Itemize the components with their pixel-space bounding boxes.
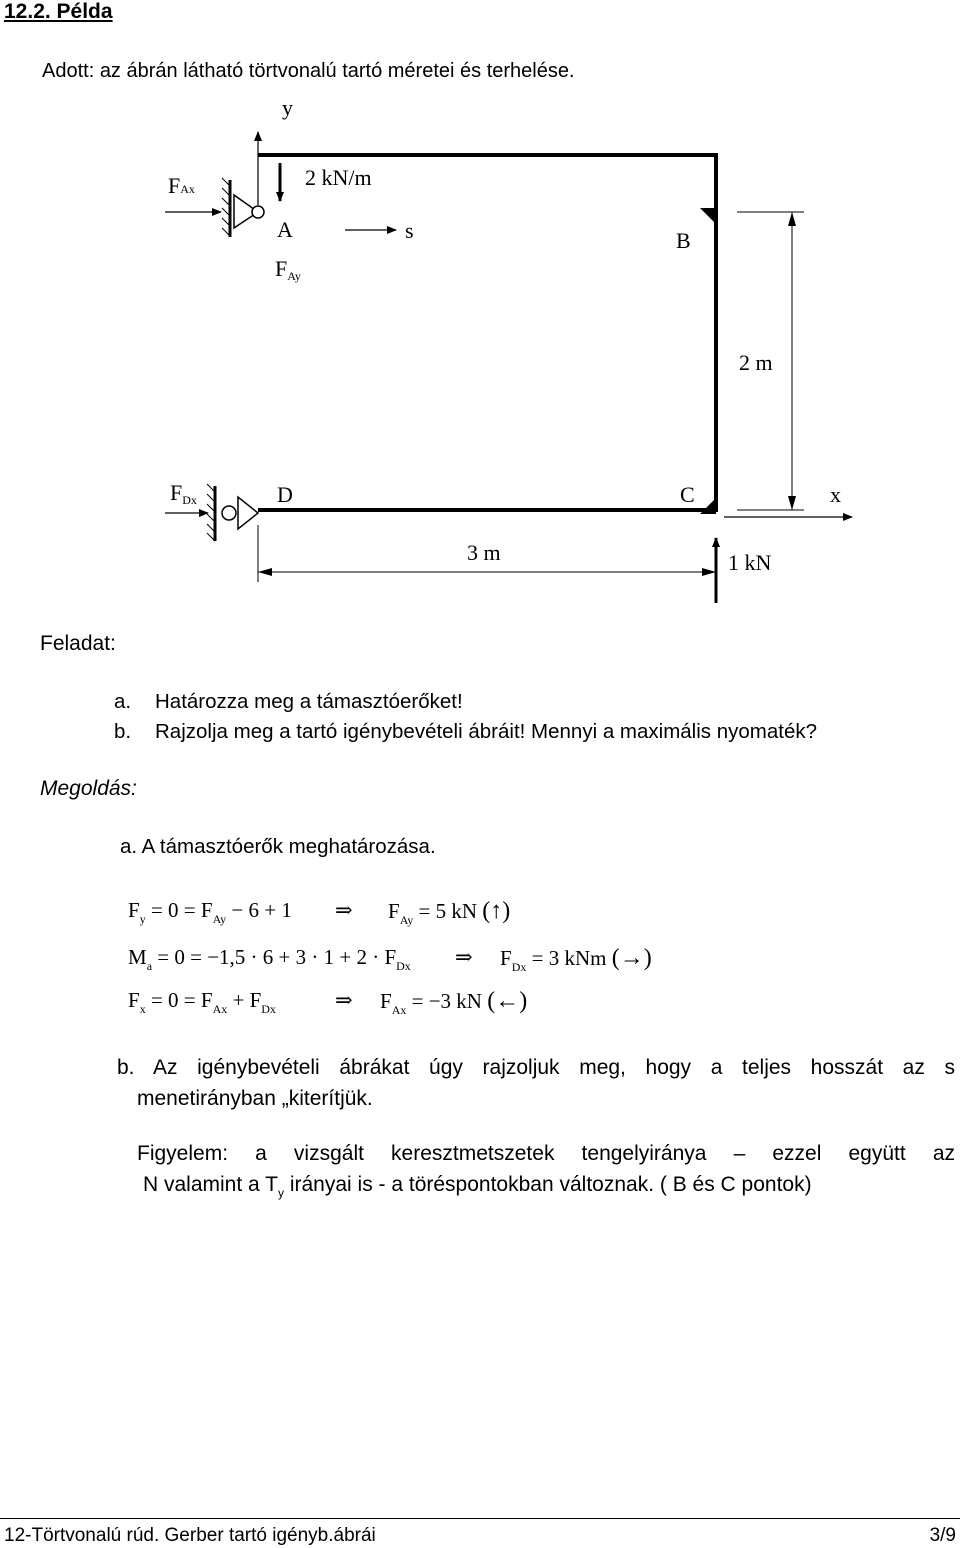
- label-f-dx-sub: Dx: [182, 493, 197, 507]
- label-f-dx: F: [170, 480, 183, 505]
- svg-text:FAx: [168, 173, 195, 198]
- svg-text:FAy: [275, 256, 301, 283]
- page-footer: [0, 1518, 960, 1548]
- solution-a-heading: a. A támasztóerők meghatározása.: [120, 835, 436, 858]
- dim-3m-label: 3 m: [467, 540, 501, 565]
- beam-figure: [0, 0, 960, 615]
- result-fax: $F_{Ax} = -3$ kN (←): [380, 988, 528, 1017]
- result-fay: $F_{Ay} = 5$ kN (↑): [388, 898, 511, 927]
- paragraph-b-line-2: menetirányban „kiterítjük.: [137, 1087, 373, 1110]
- support-d-triangle: [238, 497, 258, 529]
- roller-d: [222, 506, 236, 520]
- task-b-marker: b.: [114, 720, 132, 743]
- s-label: s: [405, 218, 414, 243]
- footer-left: 12-Törtvonalú rúd. Gerber tartó igényb.ábrái: [4, 1525, 376, 1546]
- task-a-marker: a.: [114, 690, 132, 713]
- footer-page-number: 3/9: [929, 1525, 956, 1546]
- y-axis-label: y: [282, 95, 293, 120]
- implies-3: ⇒: [335, 988, 353, 1012]
- x-axis-label: x: [830, 482, 841, 507]
- task-a-text: Határozza meg a támasztóerőket!: [155, 690, 463, 713]
- point-c-label: C: [680, 482, 695, 507]
- corner-c-fillet: [700, 498, 716, 514]
- beam-frame: [258, 155, 716, 510]
- svg-text:FDx: [170, 480, 197, 507]
- solution-heading: Megoldás:: [40, 777, 137, 800]
- implies-1: ⇒: [335, 898, 353, 922]
- implies-2: ⇒: [455, 945, 473, 969]
- label-f-ay: F: [275, 256, 288, 281]
- point-d-label: D: [277, 482, 293, 507]
- point-b-label: B: [676, 228, 691, 253]
- equation-fy: $F_y = 0 = F_{Ay} - 6 + 1$: [128, 898, 292, 926]
- label-f-ay-sub: Ay: [287, 269, 301, 283]
- task-b-text: Rajzolja meg a tartó igénybevételi ábráit! Mennyi a maximális nyomaték?: [155, 720, 818, 743]
- hinge-a: [252, 206, 264, 218]
- corner-b-fillet: [700, 208, 716, 224]
- note-paragraph: [137, 1138, 955, 1203]
- page-title: 12.2. Példa: [4, 0, 113, 23]
- given-text: Adott: az ábrán látható törtvonalú tartó méretei és terhelése.: [42, 60, 575, 82]
- dim-2m-label: 2 m: [739, 350, 773, 375]
- paragraph-b: [117, 1052, 955, 1114]
- point-a-label: A: [277, 217, 293, 242]
- force-1kn-label: 1 kN: [728, 550, 772, 575]
- note-line-2: N valamint a $T_y$ irányai is - a töréspontokban változnak. ( B és C pontok): [143, 1173, 812, 1200]
- result-fdx: $F_{Dx} = 3$ kNm (→): [500, 945, 652, 974]
- paragraph-b-line-1: b. Az igénybevételi ábrákat úgy rajzoljuk meg, hogy a teljes hosszát az s: [117, 1056, 955, 1079]
- equation-ma: $M_a = 0 = -1,5 \cdot 6 + 3 \cdot 1 + 2 \cdot F_{Dx}$: [128, 945, 411, 973]
- note-line-1: Figyelem: a vizsgált keresztmetszetek tengelyiránya – ezzel együtt az: [137, 1142, 955, 1165]
- label-f-ax: F: [168, 173, 181, 198]
- label-f-ax-sub: Ax: [180, 182, 195, 196]
- load-label: 2 kN/m: [305, 165, 372, 190]
- task-heading: Feladat:: [40, 632, 116, 655]
- equation-fx: $F_x = 0 = F_{Ax} + F_{Dx}$: [128, 988, 276, 1016]
